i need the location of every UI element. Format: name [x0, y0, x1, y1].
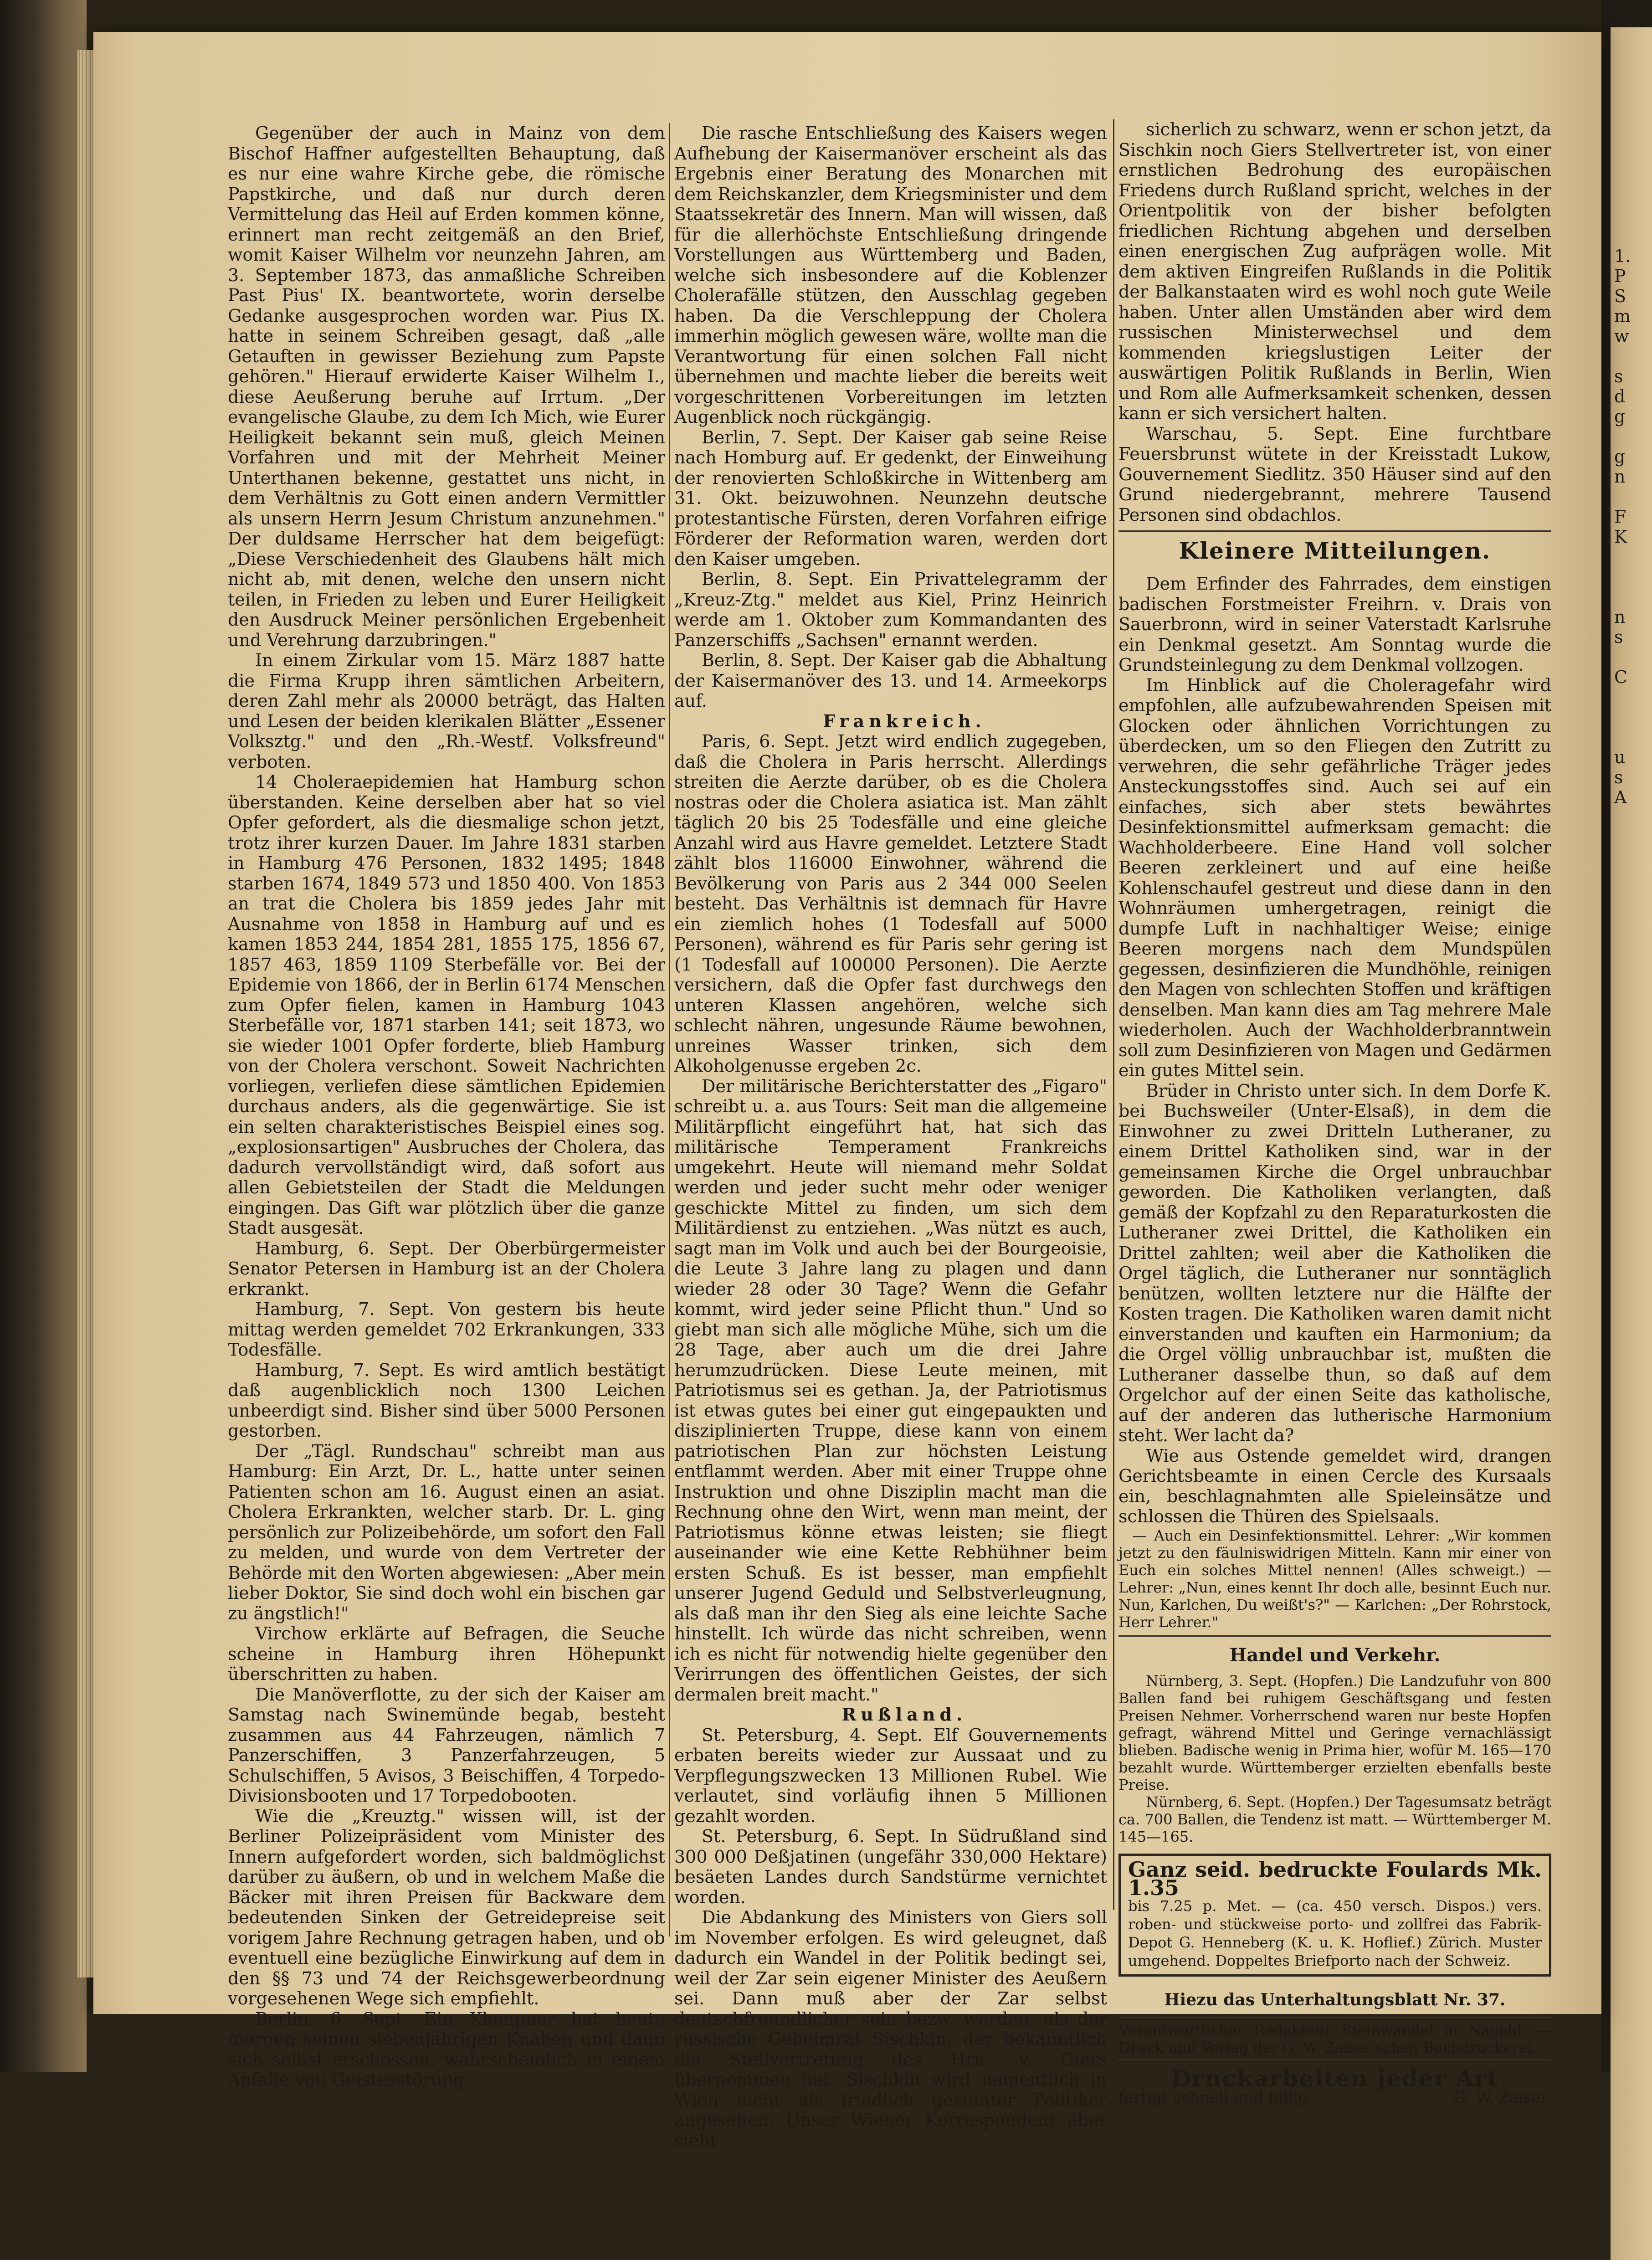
advertisement-foulards [1118, 1854, 1551, 1977]
article-paragraph: sicherlich zu schwarz, wenn er schon jetzt, da Sischkin noch Giers Stellvertreter ist, von einer ernstlichen Bedrohung des europäischen Friedens durch Rußland spricht, welches in der Orientpolitik von der bisher befolgten friedlichen Richtung abgehen und derselben einen energischen Zug aufprägen wolle. Mit dem aktiven Eingreifen Rußlands in die Politik der Balkanstaaten wird es wohl noch gute Weile haben. Unter allen Umständen aber wird dem russischen Ministerwechsel und dem kommenden kriegslustigen Leiter der auswärtigen Politik Rußlands in Berlin, Wien und Rom alle Aufmerksamkeit schenken, dessen kann er sich versichert halten. [1118, 119, 1551, 423]
next-page-edge [1611, 27, 1652, 2260]
article-paragraph: Wie die „Kreuztg." wissen will, ist der Berliner Polizeipräsident vom Minister des Innern aufgefordert worden, sich baldmöglichst darüber zu äußern, ob und in welchem Maße die Bäcker mit ihren Preisen für Backware dem bedeutenden Sinken der Getreidepreise seit vorigem Jahre Rechnung getragen haben, und ob eventuell eine bezügliche Einwirkung auf dem in den §§ 73 und 74 der Reichsgewerbeordnung vorgesehenen Wege sich empfiehlt. [228, 1806, 665, 2008]
column-rule [1113, 119, 1114, 1910]
article-paragraph: Dem Erfinder des Fahrrades, dem einstigen badischen Forstmeister Freihrn. v. Drais von Sauerbronn, wird in seiner Vaterstadt Karlsruhe ein Denkmal gesetzt. Am Sonntag wurde die Grundsteinlegung zu dem Denkmal vollzogen. [1118, 574, 1551, 675]
ad-text: bis 7.25 p. Met. — (ca. 450 versch. Dispos.) vers. roben- und stückweise porto- und zollfrei das Fabrik-Depot G. Henneberg (K. u. K. Hoflief.) Zürich. Muster umgehend. Doppeltes Briefporto nach der Schweiz. [1128, 1897, 1542, 1969]
article-paragraph: Im Hinblick auf die Choleragefahr wird empfohlen, alle aufzubewahrenden Speisen mit Glocken oder ähnlichen Vorrichtungen zu überdecken, um so den Fliegen den Zutritt zu verwehren, die sehr gefährliche Träger jedes Ansteckungsstoffes sind. Auch sei auf ein einfaches, sich aber stets bewährtes Desinfektionsmittel aufmerksam gemacht: die Wachholderbeere. Eine Hand voll solcher Beeren zerkleinert und auf eine heiße Kohlenschaufel gestreut und diese dann in den Wohnräumen umhergetragen, reinigt die dumpfe Luft in nachhaltiger Weise; einige Beeren morgens nach dem Mundspülen gegessen, desinfizieren die Mundhöhle, reinigen den Magen von schlechten Stoffen und kräftigen denselben. Man kann dies am Tag mehrere Male wiederholen. Auch der Wachholderbranntwein soll zum Desinfizieren von Magen und Gedärmen ein gutes Mittel sein. [1118, 675, 1551, 1080]
column-3-articles [1118, 119, 1551, 525]
article-paragraph: Virchow erklärte auf Befragen, die Seuche scheine in Hamburg ihren Höhepunkt überschritten zu haben. [228, 1623, 665, 1684]
article-paragraph: Berlin, 7. Sept. Der Kaiser gab seine Reise nach Homburg auf. Er gedenkt, der Einweihung der renovierten Schloßkirche in Wittenberg am 31. Okt. beizuwohnen. Neunzehn deutsche protestantische Fürsten, deren Vorfahren eifrige Förderer der Reformation waren, werden dort den Kaiser umgeben. [674, 427, 1107, 569]
column-1 [228, 123, 665, 2090]
article-paragraph: Hamburg, 6. Sept. Der Oberbürgermeister Senator Petersen in Hamburg ist an der Cholera erkrankt. [228, 1238, 665, 1299]
next-page-fragment [1611, 426, 1652, 447]
page-edges [77, 50, 96, 1978]
article-paragraph: Gegenüber der auch in Mainz von dem Bischof Haffner aufgestellten Behauptung, daß es nur eine wahre Kirche gebe, die römische Papstkirche, und daß nur durch deren Vermittelung das Heil auf Erden kommen könne, erinnert man recht zeitgemäß an den Brief, womit Kaiser Wilhelm vor neunzehn Jahren, am 3. September 1873, das anmaßliche Schreiben Past Pius' IX. beantwortete, worin derselbe Gedanke ausgesprochen worden war. Pius IX. hatte in seinem Schreiben gesagt, daß „alle Getauften in gewisser Beziehung zum Papste gehören." Hierauf erwiderte Kaiser Wilhelm I., diese Aeußerung beruhe auf Irrtum. „Der evangelische Glaube, zu dem Ich Mich, wie Eurer Heiligkeit bekannt sein muß, gleich Meinen Vorfahren und mit der Mehrheit Meiner Unterthanen bekenne, gestattet uns nicht, in dem Verhältnis zu Gott einen andern Vermittler als unsern Herrn Jesum Christum anzunehmen." Der duldsame Herrscher hat dem beigefügt: „Diese Verschiedenheit des Glaubens hält mich nicht ab, mit denen, welche den unsern nicht teilen, in Frieden zu leben und Eurer Heiligkeit den Ausdruck Meiner persönlichen Ergebenheit und Verehrung darzubringen." [228, 123, 665, 650]
next-page-fragment [1611, 547, 1652, 567]
next-page-fragment: d [1614, 386, 1626, 406]
column-2-articles [674, 123, 1107, 711]
article-paragraph: Der militärische Berichterstatter des „Figaro" schreibt u. a. aus Tours: Seit man die allgemeine Militärpflicht eingeführt hat, hat sich das militärische Temperament Frankreichs umgekehrt. Heute will niemand mehr Soldat werden und jeder sucht mehr oder weniger geschickte Mittel zu finden, um sich dem Militärdienst zu entziehen. „Was nützt es auch, sagt man im Volk und auch bei der Bourgeoisie, die Leute 3 Jahre lang zu plagen und dann wieder 28 oder 30 Tage? Wenn die Gefahr kommt, wird jeder seine Pflicht thun." Und so giebt man sich alle mögliche Mühe, sich um die 28 Tage, aber auch um die drei Jahre herumzudrücken. Diese Leute meinen, mit Patriotismus sei es gethan. Ja, der Patriotismus ist etwas gutes bei einer gut eingepaukten und disziplinierten Truppe, diese kann von einem patriotischen Plan zur höchsten Leistung entflammt werden. Aber mit einer Truppe ohne Instruktion und ohne Disziplin macht man die Rechnung ohne den Wirt, wenn man meint, der Patriotismus könne etwas leisten; sie fliegt auseinander wie eine Kette Rebhühner beim ersten Schuß. Es ist besser, man empfiehlt unserer Jugend Geduld und Selbstverleugnung, als daß man ihr den Sieg als eine leichte Sache hinstellt. Ich würde das nicht schreiben, wenn ich es nicht für notwendig hielte gegenüber den Verirrungen des öffentlichen Geistes, der sich dermalen breit macht." [674, 1076, 1107, 1705]
next-page-fragment: g [1614, 406, 1626, 426]
article-paragraph: St. Petersburg, 6. Sept. In Südrußland sind 300 000 Deßjatinen (ungefähr 330,000 Hektare) besäeten Landes durch Sandstürme vernichtet worden. [674, 1826, 1107, 1907]
book-spine [0, 0, 87, 2072]
next-page-fragment [1611, 567, 1652, 587]
article-paragraph: St. Petersburg, 4. Sept. Elf Gouvernements erbaten bereits wieder zur Aussaat und zu Verpflegungszwecken 13 Millionen Rubel. Wie verlautet, sind vorläufig ihnen 5 Millionen gezahlt worden. [674, 1725, 1107, 1826]
section-divider [1118, 530, 1551, 532]
next-page-fragment: n [1614, 607, 1626, 627]
anecdote: — Auch ein Desinfektionsmittel. Lehrer: „Wir kommen jetzt zu den fäulniswidrigen Mitteln. Kann mir einer von Euch ein solches Mittel nennen! (Alles schweigt.) — Lehrer: „Nun, eines kennt Ihr doch alle, besinnt Euch nur. Nun, Karlchen, Du weißt's?" — Karlchen: „Der Rohrstock, Herr Lehrer." [1118, 1526, 1551, 1631]
next-page-fragment [1611, 727, 1652, 747]
next-page-fragment: A [1614, 787, 1627, 807]
next-page-fragment: 1. [1614, 246, 1631, 266]
section-heading-russland: Rußland. [841, 1704, 967, 1725]
article-paragraph: Wie aus Ostende gemeldet wird, drangen Gerichtsbeamte in einen Cercle des Kursaals ein, beschlagnahmten alle Spieleinsätze und schlossen die Thüren des Spielsaals. [1118, 1445, 1551, 1526]
supplement-notice: Hiezu das Unterhaltungsblatt Nr. 37. [1164, 1990, 1506, 2009]
section-divider [1118, 2059, 1551, 2060]
article-paragraph: Berlin, 8. Sept. Der Kaiser gab die Abhaltung der Kaisermanöver des 13. und 14. Armeekorps auf. [674, 650, 1107, 711]
next-page-fragment: P [1614, 266, 1626, 286]
next-page-fragment: C [1614, 667, 1628, 687]
next-page-fragment [1611, 687, 1652, 707]
next-page-fragment: s [1614, 627, 1623, 647]
ad-druck-right: G. W. Zaiser. [1454, 2089, 1551, 2107]
next-page-fragment: K [1614, 527, 1627, 547]
market-report: Nürnberg, 6. Sept. (Hopfen.) Der Tagesumsatz beträgt ca. 700 Ballen, die Tendenz ist matt. — Württemberger M. 145—165. [1118, 1793, 1551, 1845]
next-page-fragment [1611, 487, 1652, 507]
next-page-fragment: s [1614, 366, 1623, 386]
section-heading-kleinere: Kleinere Mitteilungen. [1179, 537, 1491, 564]
next-page-fragment: u [1614, 747, 1626, 767]
next-page-fragment: w [1614, 326, 1629, 346]
market-report: Nürnberg, 3. Sept. (Hopfen.) Die Landzufuhr von 800 Ballen fand bei ruhigem Geschäftsgang und festen Preisen Nehmer. Vorherrschend waren nur beste Hopfen gefragt, während Mittel und Geringe vernachlässigt blieben. Badische wenig in Prima hier, wofür M. 165—170 bezahlt wurde. Württemberger erzielten ebenfalls beste Preise. [1118, 1672, 1551, 1793]
next-page-fragment: g [1614, 447, 1626, 467]
article-paragraph: Warschau, 5. Sept. Eine furchtbare Feuersbrunst wütete in der Kreisstadt Lukow, Gouvernement Siedlitz. 350 Häuser sind auf den Grund niedergebrannt, mehrere Tausend Personen sind obdachlos. [1118, 423, 1551, 525]
section-heading-handel: Handel und Verkehr. [1229, 1644, 1441, 1666]
next-page-fragment: m [1614, 306, 1631, 326]
section-divider [1118, 1635, 1551, 1637]
advertisement-druck-title: Druckarbeiten jeder Art [1171, 2065, 1499, 2092]
advertisement-druck-footer [1118, 2089, 1551, 2107]
next-page-fragment: n [1614, 467, 1626, 487]
next-page-fragment [1611, 647, 1652, 667]
article-paragraph: Die rasche Entschließung des Kaisers wegen Aufhebung der Kaisermanöver erscheint als das Ergebnis einer Beratung des Monarchen mit dem Reichskanzler, dem Kriegsminister und dem Staatssekretär des Innern. Man will wissen, daß für die allerhöchste Entschließung dringende Vorstellungen aus Württemberg und Baden, welche sich insbesondere auf die Koblenzer Cholerafälle stützen, den Ausschlag gegeben haben. Da die Verschleppung der Cholera immerhin möglich gewesen wäre, wollte man die Verantwortung für einen solchen Fall nicht übernehmen und machte lieber die bereits weit vorgeschrittenen Vorbereitungen im letzten Augenblick noch rückgängig. [674, 123, 1107, 427]
imprint: Verantwortlicher Redakteur Steinwandel in Nagold. — Druck und Verlag der G. W. Zaiser'schen Buchdruckerei. [1118, 2021, 1551, 2056]
next-page-fragment: S [1614, 286, 1626, 306]
article-paragraph: Berlin, 6. Sept. Ein Klempner hat heute morgen seinen siebenjährigen Knaben und dann sich selbst erschossen, wahrscheinlich in einem Anfalle von Geistesstörung. [228, 2008, 665, 2090]
article-paragraph: Die Abdankung des Ministers von Giers soll im November erfolgen. Es wird geleugnet, daß dadurch ein Wandel in der Politik bedingt sei, weil der Zar sein eigener Minister des Aeußern sei. Dann muß aber der Zar selbst deutschfreundlicher sein bezw. werden, als der russische Geheimrat Sischkin, der bekanntlich die Stellvertretung des Hrn. v. Giers übernommen hat. Sischkin wird namentlich in Wien nicht als friedlich gesinnter Politiker angesehen. Unser Wiener Korrespondent aber sieht [674, 1907, 1107, 2151]
column-3-handel [1118, 1672, 1551, 1845]
column-3-kleinere [1118, 574, 1551, 1527]
next-page-fragment: s [1614, 767, 1623, 787]
article-paragraph: In einem Zirkular vom 15. März 1887 hatte die Firma Krupp ihren sämtlichen Arbeitern, deren Zahl mehr als 20000 beträgt, das Halten und Lesen der beiden klerikalen Blätter „Essener Volksztg." und den „Rh.-Westf. Volksfreund" verboten. [228, 650, 665, 772]
next-page-fragment [1611, 587, 1652, 607]
article-paragraph: Berlin, 8. Sept. Ein Privattelegramm der „Kreuz-Ztg." meldet aus Kiel, Prinz Heinrich werde am 1. Oktober zum Kommandanten des Panzerschiffs „Sachsen" ernannt werden. [674, 569, 1107, 650]
column-3 [1118, 119, 1551, 2107]
article-paragraph: Paris, 6. Sept. Jetzt wird endlich zugegeben, daß die Cholera in Paris herrscht. Allerdings streiten die Aerzte darüber, ob es die Cholera nostras oder die Cholera asiatica ist. Man zählt täglich 20 bis 25 Todesfälle und eine gleiche Anzahl wird aus Havre gemeldet. Letztere Stadt zählt blos 116000 Einwohner, während die Bevölkerung von Paris aus 2 344 000 Seelen besteht. Das Verhältnis ist demnach für Havre ein ziemlich hohes (1 Todesfall auf 5000 Personen), während es für Paris sehr gering ist (1 Todesfall auf 100000 Personen). Die Aerzte versichern, daß die Opfer fast durchwegs den unteren Klassen angehören, welche sich schlecht nähren, ungesunde Räume bewohnen, unreines Wasser trinken, sich dem Alkoholgenusse ergeben 2c. [674, 731, 1107, 1076]
ad-druck-left: fertigt schnell und billig [1118, 2089, 1308, 2107]
next-page-fragment [1611, 346, 1652, 366]
section-divider [1118, 2017, 1551, 2018]
article-paragraph: Hamburg, 7. Sept. Von gestern bis heute mittag werden gemeldet 702 Erkrankungen, 333 Todesfälle. [228, 1299, 665, 1360]
ad-title: Ganz seid. bedruckte Foulards Mk. 1.35 [1128, 1857, 1542, 1900]
column-2-frankreich [674, 731, 1107, 1705]
article-paragraph: Die Manöverflotte, zu der sich der Kaiser am Samstag nach Swinemünde begab, besteht zusammen aus 44 Fahrzeugen, nämlich 7 Panzerschiffen, 3 Panzerfahrzeugen, 5 Schulschiffen, 5 Avisos, 3 Beischiffen, 4 Torpedo-Divisionsbooten und 17 Torpedobooten. [228, 1684, 665, 1806]
article-paragraph: Der „Tägl. Rundschau" schreibt man aus Hamburg: Ein Arzt, Dr. L., hatte unter seinen Patienten schon am 16. August einen an asiat. Cholera Erkrankten, welcher starb. Dr. L. ging persönlich zur Polizeibehörde, um sofort den Fall zu melden, und wurde von dem Vertreter der Behörde mit den Worten abgewiesen: „Aber mein lieber Doktor, Sie sind doch wohl ein bischen gar zu ängstlich!" [228, 1441, 665, 1623]
column-2 [674, 123, 1107, 2151]
next-page-fragment [1611, 707, 1652, 727]
article-paragraph: Hamburg, 7. Sept. Es wird amtlich bestätigt daß augenblicklich noch 1300 Leichen unbeerdigt sind. Bisher sind über 5000 Personen gestorben. [228, 1360, 665, 1441]
next-page-fragment: F [1614, 507, 1626, 527]
section-heading-frankreich: Frankreich. [823, 710, 986, 731]
column-2-russland [674, 1725, 1107, 2151]
article-paragraph: Brüder in Christo unter sich. In dem Dorfe K. bei Buchsweiler (Unter-Elsaß), in dem die Einwohner zu zwei Dritteln Lutheraner, zu einem Drittel Katholiken sind, war in der gemeinsamen Kirche die Orgel unbrauchbar geworden. Die Katholiken verlangten, daß gemäß der Kopfzahl zu den Reparaturkosten die Lutheraner zwei Drittel, die Katholiken ein Drittel zahlten; weil aber die Katholiken die Orgel täglich, die Lutheraner nur sonntäglich benützen, wollten letztere nur die Hälfte der Kosten tragen. Die Katholiken waren damit nicht einverstanden und kauften ein Harmonium; da die Orgel völlig unbrauchbar ist, mußten die Lutheraner dasselbe thun, so daß auf dem Orgelchor auf der einen Seite das katholische, auf der anderen das lutherische Harmonium steht. Wer lacht da? [1118, 1080, 1551, 1445]
column-rule [669, 123, 670, 1936]
article-paragraph: 14 Choleraepidemien hat Hamburg schon überstanden. Keine derselben aber hat so viel Opfer gefordert, als die diesmalige schon jetzt, trotz ihrer kurzen Dauer. Im Jahre 1831 starben in Hamburg 476 Personen, 1832 1495; 1848 starben 1674, 1849 573 und 1850 400. Von 1853 an trat die Cholera bis 1859 jedes Jahr mit Ausnahme von 1858 in Hamburg auf und es kamen 1853 244, 1854 281, 1855 175, 1856 67, 1857 463, 1859 1109 Sterbefälle vor. Bei der Epidemie von 1866, der in Berlin 6174 Menschen zum Opfer fielen, kamen in Hamburg 1043 Sterbefälle vor, 1871 starben 141; seit 1873, wo sie wieder 1001 Opfer forderte, blieb Hamburg von der Cholera verschont. Soweit Nachrichten vorliegen, verliefen diese sämtlichen Epidemien durchaus anders, als die gegenwärtige. Sie ist ein selten charakteristisches Beispiel eines sog. „explosionsartigen" Ausbruches der Cholera, das dadurch vervollständigt wird, daß sofort aus allen Gebietsteilen der Stadt die Meldungen eingingen. Das Gift war plötzlich über die ganze Stadt ausgesät. [228, 772, 665, 1238]
